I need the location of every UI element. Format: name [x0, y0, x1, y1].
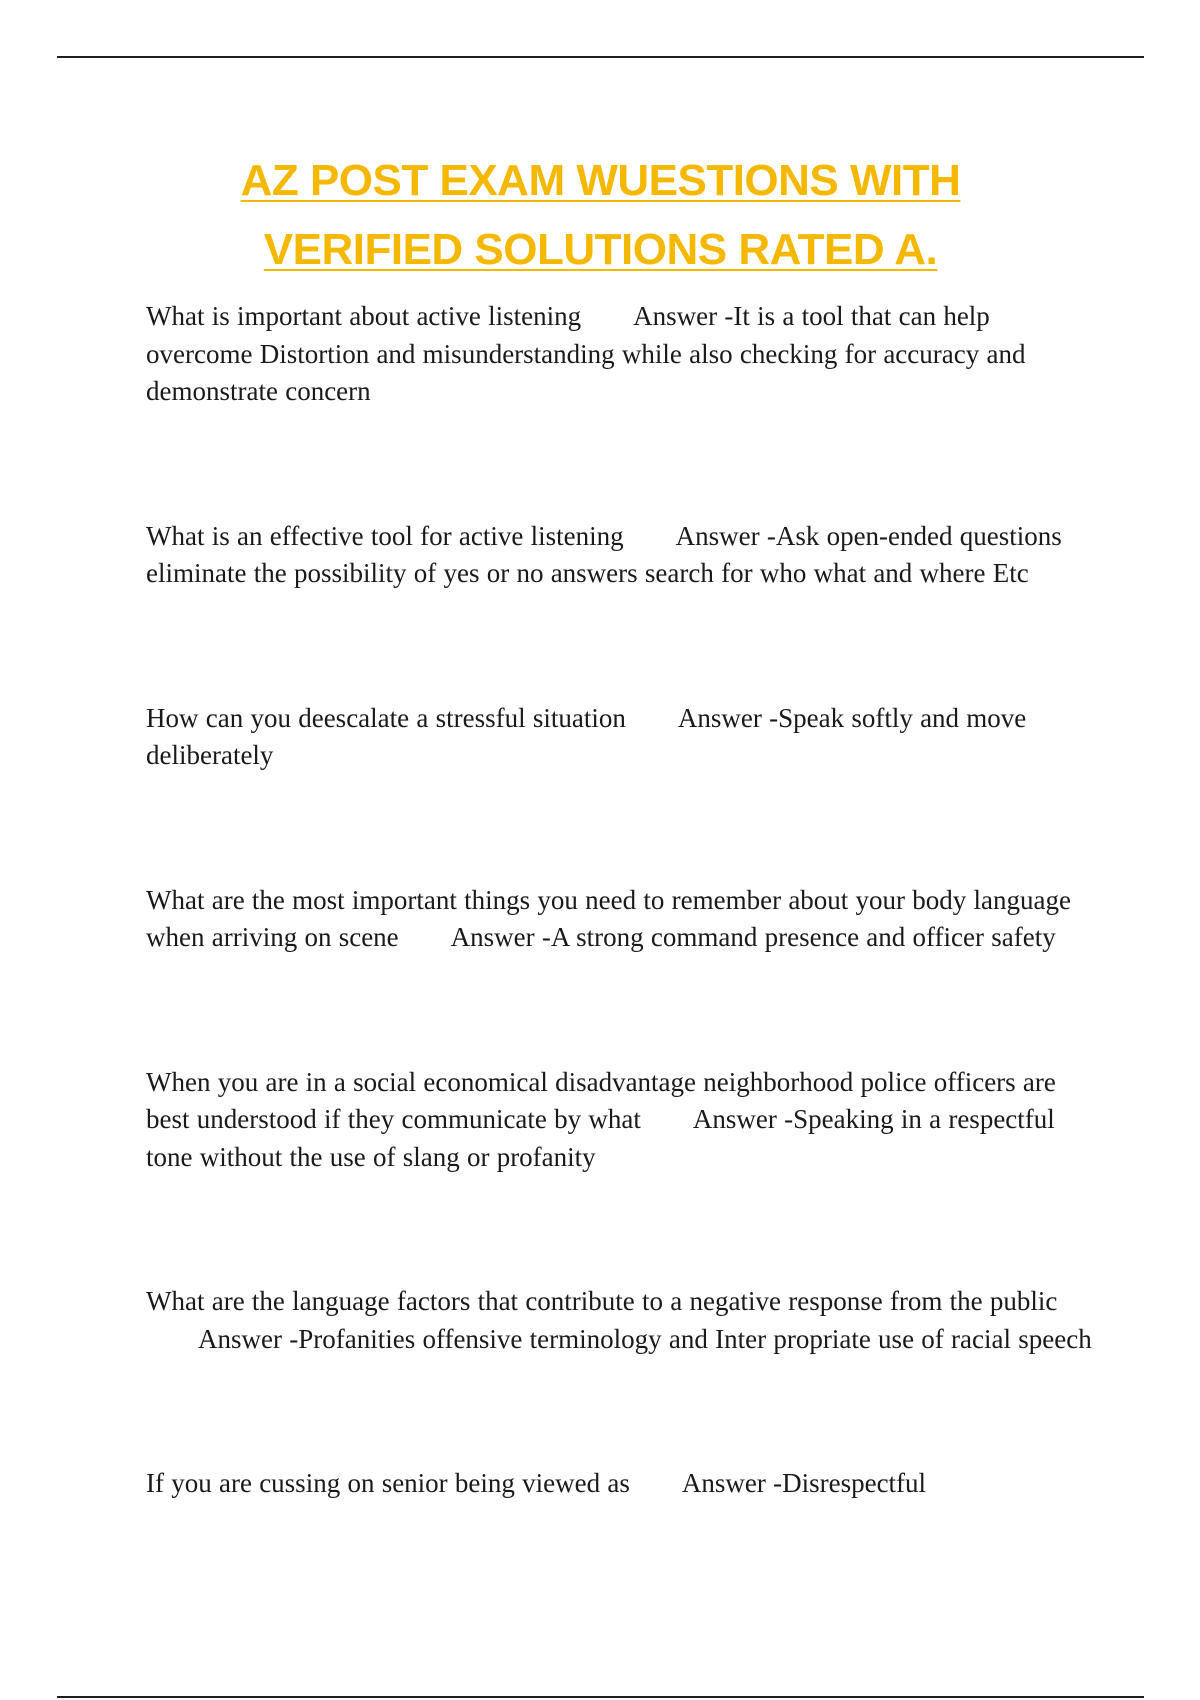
question-text: What is an effective tool for active listening [146, 520, 624, 551]
question-text: What is important about active listening [146, 301, 582, 331]
qa-item-3 [146, 700, 1096, 775]
answer-text: Answer -It is a tool that can help overcome Distortion and misunderstanding while also checking for accuracy and demonstrate concern [146, 301, 1026, 406]
qa-item-5 [146, 1064, 1096, 1177]
question-text: How can you deescalate a stressful situation [146, 702, 626, 733]
question-text: If you are cussing on senior being viewed as [146, 1468, 630, 1498]
answer-text: Answer -Profanities offensive terminology and Inter propriate use of racial speech [198, 1323, 1092, 1354]
qa-item-4 [146, 882, 1096, 957]
bottom-rule [57, 1696, 1144, 1698]
qa-item-6 [146, 1283, 1096, 1358]
qa-item-2 [146, 518, 1096, 593]
top-rule [57, 56, 1144, 58]
document-title [57, 146, 1144, 284]
question-text: What are the most important things you need to remember about your body language when arriving on scene [146, 884, 1072, 952]
question-text: What are the language factors that contribute to a negative response from the public [146, 1286, 1058, 1316]
answer-text: Answer -Speaking in a respectful tone without the use of slang or profanity [146, 1104, 1055, 1172]
answer-text: Answer -Speak softly and move deliberately [146, 702, 1027, 770]
answer-text: Answer -Ask open-ended questions eliminate the possibility of yes or no answers search for who what and where Etc [146, 520, 1062, 588]
qa-item-7 [146, 1465, 1096, 1503]
title-line-2: VERIFIED SOLUTIONS RATED A. [263, 225, 938, 274]
qa-list [146, 298, 1096, 1610]
question-text: When you are in a social economical disadvantage neighborhood police officers are best understood if they communicate by what [146, 1066, 1056, 1134]
title-line-1: AZ POST EXAM WUESTIONS WITH [240, 156, 961, 205]
answer-text: Answer -A strong command presence and officer safety [450, 922, 1056, 952]
answer-text: Answer -Disrespectful [681, 1468, 927, 1498]
qa-item-1 [146, 298, 1096, 411]
